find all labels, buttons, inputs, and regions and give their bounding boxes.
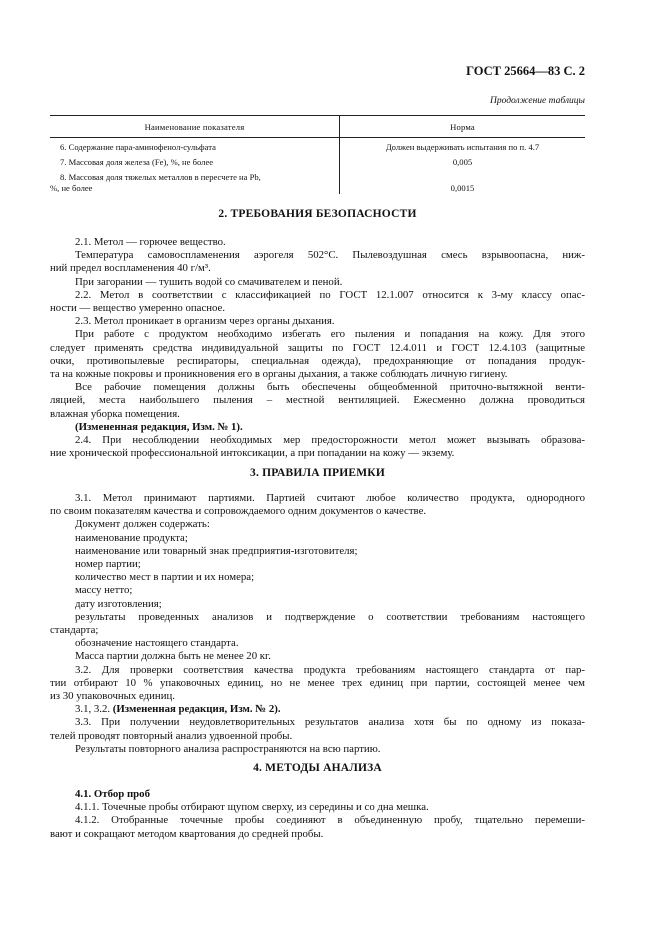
paragraph: 2.1. Метол — горючее вещество. bbox=[75, 236, 226, 248]
paragraph-line: 3.1. Метол принимают партиями. Партией считают любое количество продукта, однородного bbox=[75, 492, 585, 504]
amendment-note: (Измененная редакция, Изм. № 1). bbox=[75, 420, 243, 433]
paragraph-line: телей проводят повторный анализ удвоенной пробы. bbox=[50, 729, 293, 742]
paragraph-line: вают и сокращают методом квартования до средней пробы. bbox=[50, 827, 324, 840]
section-4-title: 4. МЕТОДЫ АНАЛИЗА bbox=[253, 762, 382, 774]
indicators-table bbox=[50, 115, 585, 194]
amendment-note bbox=[50, 703, 585, 716]
indicator-name-line1: 8. Массовая доля тяжелых металлов в пересчете на Pb, bbox=[60, 172, 261, 182]
indicator-name bbox=[50, 168, 340, 194]
list-intro: Документ должен содержать: bbox=[75, 518, 210, 531]
paragraph-line: ний предел воспламенения 40 г/м³. bbox=[50, 262, 211, 275]
list-item: дату изготовления; bbox=[75, 597, 162, 610]
indicator-norm: Должен выдерживать испытания по п. 4.7 bbox=[385, 142, 540, 152]
indicator-name: 6. Содержание пара-аминофенол-сульфата bbox=[50, 138, 340, 154]
list-item: результаты проведенных анализов и подтверждение о соответствии требованиям настоящего bbox=[75, 610, 585, 623]
paragraph-line: влажная уборка помещения. bbox=[50, 407, 180, 420]
indicator-norm: 0,005 bbox=[452, 157, 473, 167]
paragraph-line: по своим показателям качества и сопровождаемого одним документов о качестве. bbox=[50, 505, 427, 518]
list-item: номер партии; bbox=[75, 558, 141, 571]
table-row bbox=[50, 138, 585, 154]
paragraph-line: Все рабочие помещения должны быть обеспечены общеобменной приточно-вытяжной венти- bbox=[75, 381, 585, 394]
paragraph-line: 2.4. При несоблюдении необходимых мер предосторожности метол может вызывать образова- bbox=[75, 434, 585, 447]
paragraph-line: из 30 упаковочных единиц. bbox=[50, 690, 175, 703]
paragraph-line: 3.2. Для проверки соответствия качества продукта требованиям настоящего стандарта от пар- bbox=[75, 663, 585, 676]
section-3-title: 3. ПРАВИЛА ПРИЕМКИ bbox=[250, 467, 385, 479]
paragraph-line: ляцией, места наибольшего пыления – местной вентиляцией. Ежесменно должна проводиться bbox=[50, 394, 585, 407]
paragraph-line: 3.3. При получении неудовлетворительных результатов анализа хотя бы по одному из показа- bbox=[75, 716, 585, 729]
section-2-body bbox=[50, 236, 585, 460]
paragraph: 2.3. Метол проникает в организм через органы дыхания. bbox=[75, 315, 335, 328]
paragraph: При загорании — тушить водой со смачивателем и пеной. bbox=[75, 275, 343, 288]
column-header-indicator: Наименование показателя bbox=[50, 116, 340, 138]
amendment-clauses: 3.1, 3.2. bbox=[75, 703, 113, 716]
paragraph-line: ности — вещество умеренно опасное. bbox=[50, 302, 226, 315]
table-continuation-note: Продолжение таблицы bbox=[489, 96, 585, 106]
paragraph: Результаты повторного анализа распространяются на всю партию. bbox=[75, 742, 381, 755]
paragraph-line: 4.1.2. Отобранные точечные пробы соединяют в объединенную пробу, тщательно перемеши- bbox=[75, 814, 585, 827]
paragraph-line: следует применять средства индивидуальной защиты по ГОСТ 12.4.011 и ГОСТ 12.4.103 (защитные bbox=[50, 341, 585, 354]
list-item: массу нетто; bbox=[75, 584, 133, 597]
paragraph-line: очки, противопылевые респираторы, специальная одежда), предохраняющие от попадания продук- bbox=[50, 354, 585, 367]
paragraph-line: ние хронической профессиональной интоксикации, а при попадании на кожу — экзему. bbox=[50, 447, 455, 460]
subsection-title: 4.1. Отбор проб bbox=[75, 788, 150, 800]
table-header-row bbox=[50, 116, 585, 138]
section-4-body bbox=[50, 788, 585, 841]
paragraph-line: 2.2. Метол в соответствии с классификацией по ГОСТ 12.1.007 относится к 3-му классу опас- bbox=[75, 288, 585, 301]
list-item: наименование продукта; bbox=[75, 531, 188, 544]
table-row bbox=[50, 168, 585, 194]
paragraph-line: Температура самовоспламенения аэрогеля 502°С. Пылевоздушная смесь взрывоопасна, ниж- bbox=[75, 249, 585, 262]
table-row bbox=[50, 153, 585, 168]
indicator-name-line2: %, не более bbox=[50, 183, 93, 193]
column-header-norm: Норма bbox=[450, 121, 475, 132]
list-item: обозначение настоящего стандарта. bbox=[75, 637, 239, 650]
paragraph-line: та на кожные покровы и проникновения его в органы дыхания, а также соблюдать личную гигиену. bbox=[50, 368, 508, 381]
list-item: наименование или товарный знак предприятия-изготовителя; bbox=[75, 544, 358, 557]
document-reference: ГОСТ 25664—83 С. 2 bbox=[466, 64, 585, 78]
paragraph-line: При работе с продуктом необходимо избегать его пыления и попадания на кожу. Для этого bbox=[75, 328, 585, 341]
indicator-name: 7. Массовая доля железа (Fe), %, не более bbox=[50, 153, 340, 168]
indicator-norm: 0,0015 bbox=[450, 183, 475, 193]
paragraph: Масса партии должна быть не менее 20 кг. bbox=[75, 650, 271, 663]
amendment-text: (Измененная редакция, Изм. № 2). bbox=[112, 703, 281, 716]
list-item-cont: стандарта; bbox=[50, 624, 99, 637]
section-2-title: 2. ТРЕБОВАНИЯ БЕЗОПАСНОСТИ bbox=[218, 208, 417, 220]
list-item: количество мест в партии и их номера; bbox=[75, 571, 255, 584]
paragraph: 4.1.1. Точечные пробы отбирают щупом сверху, из середины и со дна мешка. bbox=[75, 801, 429, 814]
paragraph-line: тии отбирают 10 % упаковочных единиц, но не менее трех единиц при партии, состоящей менее чем bbox=[50, 676, 585, 689]
section-3-body bbox=[50, 492, 585, 756]
